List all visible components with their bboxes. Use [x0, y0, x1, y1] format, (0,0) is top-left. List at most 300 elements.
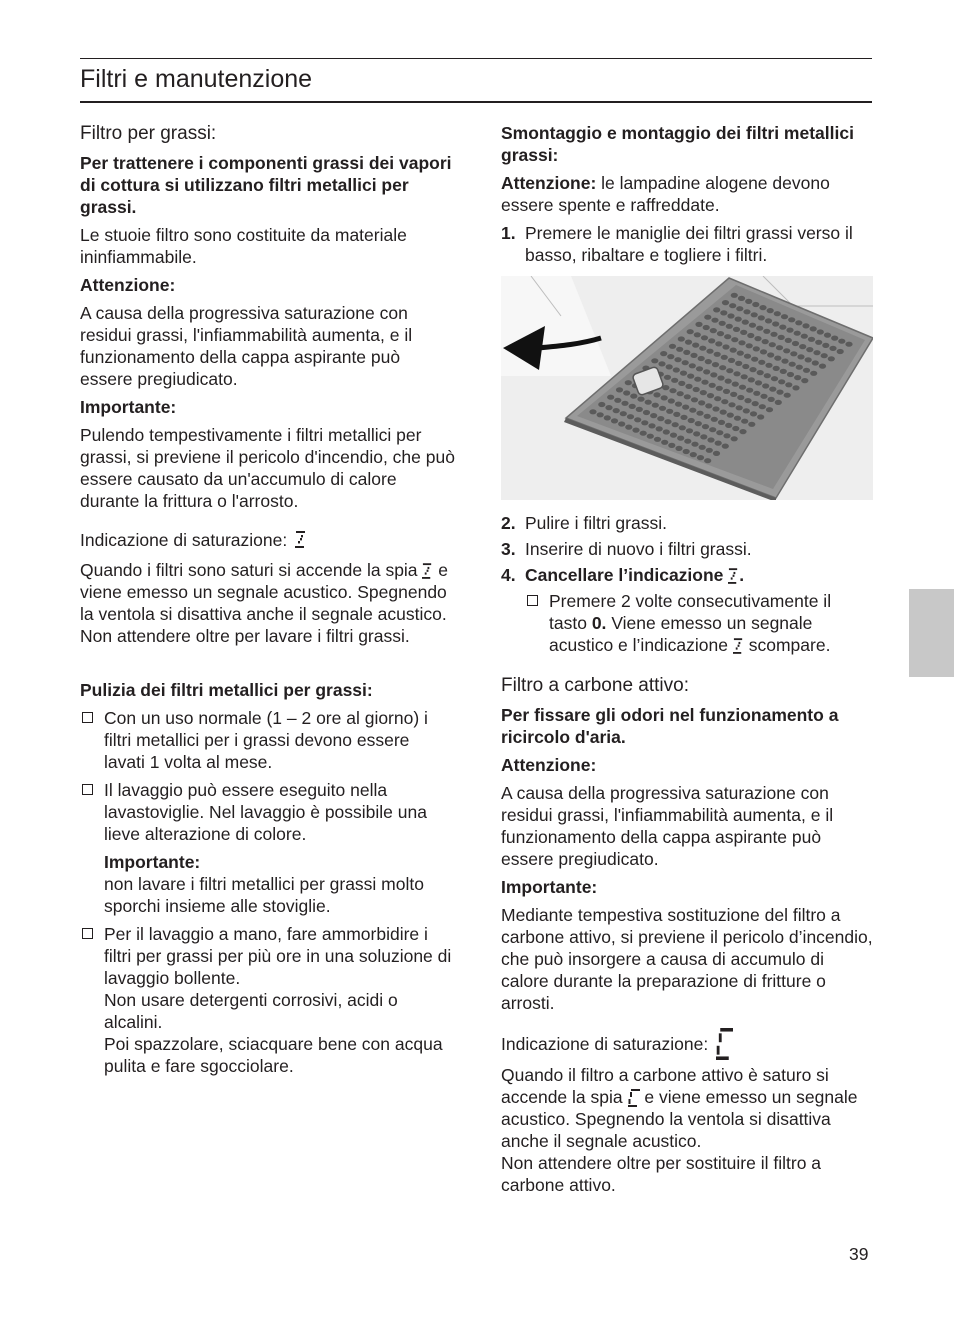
filter-hole: [712, 406, 719, 411]
filter-hole: [769, 342, 776, 347]
filter-hole: [783, 348, 790, 353]
filter-hole: [715, 341, 722, 346]
filter-hole: [788, 317, 795, 322]
filter-hole: [616, 387, 623, 392]
filter-hole: [650, 413, 657, 418]
filter-hole: [629, 404, 636, 409]
filter-hole: [795, 320, 802, 325]
grease-saturation-text-1: Quando i filtri sono saturi si accende la spia: [80, 560, 418, 580]
filter-hole: [714, 352, 721, 357]
filter-hole: [730, 348, 737, 353]
carbon-saturation-icon: [628, 1088, 640, 1108]
grease-filter-lead: Per trattenere i componenti grassi dei vapori di cottura si utilizzano filtri metallici per grassi.: [80, 153, 452, 217]
carbon-filter-lead: Per fissare gli odori nel funzionamento a ricircolo d'aria.: [501, 705, 839, 747]
filter-hole: [632, 428, 639, 433]
filter-hole: [707, 437, 714, 442]
filter-hole: [718, 420, 725, 425]
filter-hole: [657, 416, 664, 421]
filter-hole: [723, 433, 730, 438]
filter-hole: [618, 421, 625, 426]
filter-hole: [678, 336, 685, 341]
reset-key: 0.: [591, 613, 607, 633]
filter-hole: [687, 374, 694, 379]
filter-hole: [810, 371, 817, 376]
filter-hole: [666, 409, 673, 414]
filter-hole: [813, 350, 820, 355]
filter-hole: [684, 394, 691, 399]
filter-hole: [778, 335, 785, 340]
reset-instruction-text: [549, 590, 873, 656]
filter-hole: [837, 349, 844, 354]
filter-hole: [676, 347, 683, 352]
grease-important-text: Pulendo tempestivamente i filtri metallici per grassi, si previene il pericolo d'incendio, che può essere causato da un'accumulo di calore durante la frittura o l'arrosto.: [80, 425, 455, 511]
filter-hole: [752, 401, 759, 406]
filter-hole: [749, 323, 756, 328]
filter-hole: [722, 444, 729, 449]
filter-hole: [790, 351, 797, 356]
filter-hole: [683, 350, 690, 355]
filter-hole: [627, 414, 634, 419]
grease-attention-text: A causa della progressiva saturazione con residui grassi, l'infiammabilità aumenta, e il funzionamento della cappa aspirante può essere pregiudicato.: [80, 303, 413, 389]
filter-hole: [722, 300, 729, 305]
filter-hole: [821, 353, 828, 358]
filter-hole: [751, 312, 758, 317]
filter-hole: [776, 390, 783, 395]
filter-hole: [786, 328, 793, 333]
filter-hole: [695, 322, 702, 327]
step-number: 1.: [501, 223, 516, 243]
grease-saturation-text-3: Non attendere oltre per lavare i filtri grassi.: [80, 626, 410, 646]
filter-hole: [716, 386, 723, 391]
filter-hole: [828, 356, 835, 361]
filter-hole: [704, 458, 711, 463]
filter-hole: [720, 410, 727, 415]
filter-hole: [738, 340, 745, 345]
filter-hole: [776, 345, 783, 350]
filter-hole: [727, 313, 734, 318]
filter-hole: [700, 390, 707, 395]
carbon-important-label: Importante:: [501, 877, 598, 897]
step-text: Cancellare l’indicazione .: [525, 565, 745, 585]
filter-hole: [789, 362, 796, 367]
filter-hole: [810, 326, 817, 331]
reset-text-3: scompare.: [748, 635, 831, 655]
filter-hole: [753, 391, 760, 396]
filter-hole: [749, 367, 756, 372]
removal-attention: [501, 172, 873, 216]
filter-hole: [756, 326, 763, 331]
step-number: 3.: [501, 539, 516, 559]
filter-hole: [751, 357, 758, 362]
grease-saturation-heading: [80, 529, 455, 551]
grease-filter-text: Le stuoie filtro sono costituite da materiale ininfiammabile.: [80, 225, 407, 267]
filter-hole: [678, 381, 685, 386]
filter-hole: [625, 380, 632, 385]
filter-hole: [765, 318, 772, 323]
filter-hole: [767, 352, 774, 357]
filter-hole: [774, 311, 781, 316]
filter-hole: [710, 372, 717, 377]
filter-hole: [679, 425, 686, 430]
filter-hole: [743, 309, 750, 314]
filter-hole: [695, 421, 702, 426]
filter-hole: [831, 336, 838, 341]
filter-hole: [659, 406, 666, 411]
filter-hole: [677, 436, 684, 441]
filter-hole: [698, 356, 705, 361]
filter-hole: [668, 398, 675, 403]
filter-hole: [721, 399, 728, 404]
filter-hole: [752, 302, 759, 307]
filter-hole: [771, 376, 778, 381]
filter-hole: [660, 351, 667, 356]
filter-hole: [728, 402, 735, 407]
filter-hole: [705, 403, 712, 408]
filter-hole: [640, 431, 647, 436]
cleaning-important-label: Importante:: [104, 852, 201, 872]
filter-hole: [604, 415, 611, 420]
filter-hole: [739, 429, 746, 434]
title-rule: [80, 101, 872, 103]
filter-hole: [703, 325, 710, 330]
filter-hole: [683, 449, 690, 454]
filter-hole: [715, 441, 722, 446]
step-number: 4.: [501, 565, 516, 585]
filter-hole: [775, 400, 782, 405]
filter-hole: [611, 418, 618, 423]
filter-hole: [723, 389, 730, 394]
filter-hole: [819, 364, 826, 369]
filter-hole: [717, 331, 724, 336]
cleaning-item-text: [104, 923, 455, 1077]
filter-hole: [691, 442, 698, 447]
filter-hole: [697, 455, 704, 460]
filter-hole: [668, 443, 675, 448]
filter-hole: [709, 427, 716, 432]
filter-hole: [757, 414, 764, 419]
filter-hole: [625, 425, 632, 430]
filter-hole: [670, 433, 677, 438]
filter-hole: [690, 452, 697, 457]
filter-hole: [667, 354, 674, 359]
filter-hole: [647, 434, 654, 439]
filter-hole: [698, 400, 705, 405]
filter-hole: [652, 403, 659, 408]
filter-hole: [732, 382, 739, 387]
filter-hole: [741, 419, 748, 424]
filter-hole: [744, 398, 751, 403]
carbon-saturation-text-2: e viene emesso un segnale acustico. Spegnendo la ventola si disattiva anche il segnale acustico.: [501, 1087, 858, 1152]
removal-heading: Smontaggio e montaggio dei filtri metallici grassi:: [501, 123, 854, 165]
reset-instruction: [525, 590, 873, 656]
filter-hole: [746, 343, 753, 348]
filter-hole: [737, 351, 744, 356]
filter-hole: [732, 426, 739, 431]
filter-hole: [714, 396, 721, 401]
filter-hole: [808, 337, 815, 342]
filter-hole: [806, 347, 813, 352]
filter-hole: [758, 315, 765, 320]
filter-hole: [729, 303, 736, 308]
filter-hole: [719, 365, 726, 370]
filter-hole: [669, 344, 676, 349]
filter-hole: [731, 337, 738, 342]
checkbox-icon: [82, 712, 93, 723]
filter-hole: [759, 305, 766, 310]
filter-hole: [703, 369, 710, 374]
filter-hole: [607, 395, 614, 400]
filter-hole: [734, 416, 741, 421]
top-rule: [80, 58, 872, 59]
filter-hole: [736, 306, 743, 311]
cleaning-item-1: [80, 707, 455, 773]
filter-hole: [794, 375, 801, 380]
removal-step-2: [501, 512, 873, 534]
filter-hole: [666, 364, 673, 369]
filter-hole: [671, 378, 678, 383]
filter-hole: [711, 318, 718, 323]
filter-hole: [696, 366, 703, 371]
filter-hole: [757, 370, 764, 375]
filter-hole: [680, 371, 687, 376]
cleaning-item-3: [80, 923, 455, 1077]
cleaning-item-text: Il lavaggio può essere eseguito nella lavastoviglie. Nel lavaggio è possibile una lieve alterazione di colore.: [104, 780, 427, 844]
filter-hole: [621, 401, 628, 406]
filter-hole: [677, 391, 684, 396]
filter-hole: [799, 344, 806, 349]
filter-hole: [740, 330, 747, 335]
removal-attention-text: le lampadine alogene devono essere spente e raffreddate.: [501, 173, 830, 215]
filter-hole: [716, 430, 723, 435]
carbon-saturation-heading: [501, 1028, 873, 1060]
filter-hole: [730, 392, 737, 397]
carbon-saturation-text-3: Non attendere oltre per sostituire il filtro a carbone attivo.: [501, 1153, 822, 1196]
filter-hole: [801, 334, 808, 339]
filter-hole: [794, 331, 801, 336]
filter-hole: [784, 393, 791, 398]
filter-hole: [733, 371, 740, 376]
filter-hole: [598, 402, 605, 407]
filter-hole: [737, 395, 744, 400]
filter-hole: [765, 363, 772, 368]
filter-hole: [746, 388, 753, 393]
filter-hole: [691, 397, 698, 402]
filter-hole: [760, 394, 767, 399]
filter-hole: [694, 377, 701, 382]
filter-hole: [637, 397, 644, 402]
section-tab-marker: [909, 589, 954, 677]
filter-hole: [735, 317, 742, 322]
carbon-important-text: Mediante tempestiva sostituzione del filtro a carbone attivo, si previene il pericolo d’incendio, che può insorgere a causa di accumulo di calore durante la preparazione di fritture o arrosti.: [501, 905, 873, 1013]
filter-hole: [688, 418, 695, 423]
filter-hole: [701, 335, 708, 340]
filter-hole: [750, 411, 757, 416]
filter-hole: [669, 388, 676, 393]
filter-hole: [643, 410, 650, 415]
filter-hole: [727, 413, 734, 418]
filter-hole: [728, 358, 735, 363]
filter-hole: [699, 445, 706, 450]
step-number: 2.: [501, 513, 516, 533]
grease-saturation-icon: [295, 531, 307, 549]
filter-hole: [805, 357, 812, 362]
cleaning-item-text: Con un uso normale (1 – 2 ore al giorno) i filtri metallici per i grassi devono essere lavati 1 volta al mese.: [104, 708, 428, 772]
filter-hole: [693, 387, 700, 392]
filter-hole: [672, 422, 679, 427]
filter-hole: [701, 380, 708, 385]
right-column: [501, 122, 873, 1196]
filter-hole: [736, 405, 743, 410]
filter-hole: [838, 339, 845, 344]
step-text: Inserire di nuovo i filtri grassi.: [525, 539, 752, 559]
grease-saturation-icon: [733, 638, 744, 655]
filter-hole: [735, 361, 742, 366]
filter-hole: [742, 364, 749, 369]
filter-hole: [725, 379, 732, 384]
filter-hole: [767, 308, 774, 313]
filter-hole: [758, 360, 765, 365]
removal-step-3: [501, 538, 873, 560]
filter-hole: [779, 325, 786, 330]
filter-hole: [687, 329, 694, 334]
filter-hole: [781, 359, 788, 364]
carbon-attention-label: Attenzione:: [501, 755, 597, 775]
carbon-attention-text: A causa della progressiva saturazione con residui grassi, l'infiammabilità aumenta, e il funzionamento della cappa aspirante può essere pregiudicato.: [501, 783, 834, 869]
filter-hole: [748, 377, 755, 382]
filter-hole: [613, 408, 620, 413]
filter-hole: [684, 439, 691, 444]
filter-hole: [802, 323, 809, 328]
filter-hole: [661, 395, 668, 400]
filter-hole: [685, 340, 692, 345]
filter-hole: [675, 402, 682, 407]
filter-hole: [824, 333, 831, 338]
filter-hole: [708, 338, 715, 343]
filter-hole: [689, 363, 696, 368]
filter-hole: [623, 390, 630, 395]
filter-hole: [720, 310, 727, 315]
filter-hole: [759, 404, 766, 409]
removal-step-1: [501, 222, 873, 266]
checkbox-icon: [82, 784, 93, 795]
filter-hole: [680, 415, 687, 420]
filter-hole: [797, 354, 804, 359]
filter-hole: [709, 383, 716, 388]
filter-hole: [692, 343, 699, 348]
filter-hole: [689, 408, 696, 413]
filter-hole: [766, 407, 773, 412]
filter-hole: [738, 296, 745, 301]
filter-hole: [658, 361, 665, 366]
filter-hole: [772, 321, 779, 326]
filter-hole: [648, 423, 655, 428]
grease-attention-label: Attenzione:: [80, 275, 176, 295]
removal-step-4: [501, 564, 873, 586]
filter-hole: [845, 342, 852, 347]
filter-hole: [754, 336, 761, 341]
filter-hole: [702, 424, 709, 429]
filter-hole: [724, 334, 731, 339]
filter-hole: [769, 387, 776, 392]
filter-hole: [686, 428, 693, 433]
filter-hole: [713, 307, 720, 312]
filter-hole: [803, 368, 810, 373]
filter-hole: [768, 397, 775, 402]
filter-hole: [630, 394, 637, 399]
step-4-text: Cancellare l’indicazione: [525, 565, 724, 585]
filter-hole: [636, 407, 643, 412]
filter-hole: [634, 417, 641, 422]
filter-hole: [704, 414, 711, 419]
checkbox-icon: [82, 928, 93, 939]
carbon-saturation-text-1: Quando il filtro a carbone attivo è saturo si accende la spia: [501, 1065, 829, 1107]
filter-hole: [739, 385, 746, 390]
filter-hole: [747, 333, 754, 338]
filter-hole: [780, 369, 787, 374]
page-title: Filtri e manutenzione: [80, 65, 313, 93]
filter-hole: [704, 315, 711, 320]
filter-hole: [770, 332, 777, 337]
filter-hole: [656, 426, 663, 431]
filter-hole: [685, 384, 692, 389]
filter-hole: [675, 446, 682, 451]
filter-hole: [763, 329, 770, 334]
filter-hole: [753, 346, 760, 351]
filter-hole: [653, 392, 660, 397]
grease-filter-heading: Filtro per grassi:: [80, 123, 217, 144]
grease-saturation-label: Indicazione di saturazione:: [80, 530, 288, 550]
filter-hole: [726, 368, 733, 373]
filter-hole: [743, 408, 750, 413]
grease-saturation-text-2: e viene emesso un segnale acustico. Spegnendo la ventola si disattiva anche il segnale acustico.: [80, 560, 449, 624]
grease-important-label: Importante:: [80, 397, 177, 417]
filter-hole: [726, 324, 733, 329]
filter-hole: [731, 436, 738, 441]
filter-hole: [712, 362, 719, 367]
filter-hole: [787, 372, 794, 377]
hand-wash-text-3: Poi spazzolare, sciacquare bene con acqua pulita e fare sgocciolare.: [104, 1034, 443, 1076]
filter-hole: [741, 374, 748, 379]
carbon-filter-heading: Filtro a carbone attivo:: [501, 675, 689, 696]
filter-hole: [654, 437, 661, 442]
filter-hole: [731, 293, 738, 298]
filter-hole: [742, 320, 749, 325]
filter-hole: [711, 417, 718, 422]
filter-hole: [717, 375, 724, 380]
filter-hole: [778, 379, 785, 384]
filter-hole: [694, 332, 701, 337]
filter-hole: [781, 314, 788, 319]
hand-wash-text-1: Per il lavaggio a mano, fare ammorbidire i filtri per grassi per più ore in una soluzione di lavaggio bollente.: [104, 924, 452, 988]
filter-hole: [733, 327, 740, 332]
filter-hole: [745, 299, 752, 304]
filter-hole: [673, 412, 680, 417]
filter-hole: [762, 339, 769, 344]
carbon-saturation-label: Indicazione di saturazione:: [501, 1034, 709, 1054]
filter-hole: [682, 360, 689, 365]
page-number: 39: [849, 1244, 869, 1264]
filter-hole: [620, 411, 627, 416]
filter-hole: [785, 338, 792, 343]
filter-hole: [719, 321, 726, 326]
filter-hole: [785, 382, 792, 387]
filter-hole: [748, 422, 755, 427]
grease-saturation-text: [80, 559, 455, 625]
filter-hole: [792, 385, 799, 390]
filter-hole: [722, 344, 729, 349]
grease-saturation-icon: [728, 568, 739, 585]
filter-hole: [641, 420, 648, 425]
